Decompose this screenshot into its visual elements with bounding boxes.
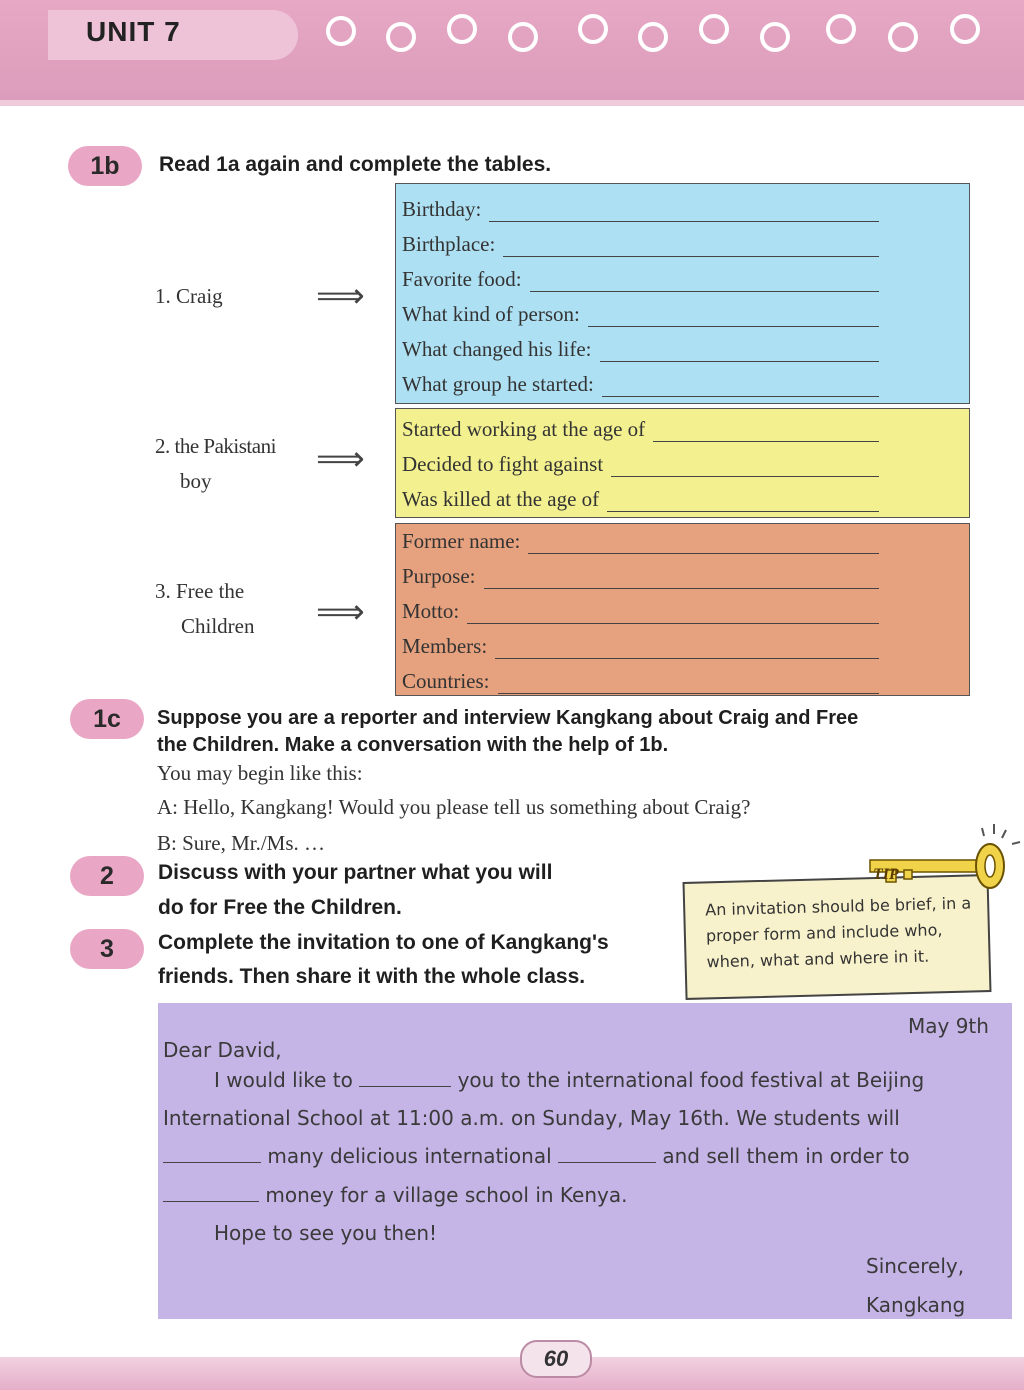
field-group-started: What group he started: bbox=[402, 367, 879, 397]
tip-text: An invitation should be brief, in a proper form and include who, when, what and where in it. bbox=[704, 893, 972, 972]
field-members: Members: bbox=[402, 629, 879, 659]
ring-icon bbox=[447, 14, 477, 44]
ring-icon bbox=[950, 14, 980, 44]
field-birthday: Birthday: bbox=[402, 192, 879, 222]
page-header bbox=[0, 0, 1024, 106]
badge-3: 3 bbox=[70, 929, 144, 969]
answer-blank[interactable] bbox=[602, 378, 879, 397]
instruction-1c-line1: Suppose you are a reporter and interview Kangkang about Craig and Free bbox=[157, 707, 859, 729]
letter-blank-1[interactable] bbox=[359, 1066, 451, 1087]
letter-line-4: money for a village school in Kenya. bbox=[163, 1181, 627, 1209]
letter-signature: Kangkang bbox=[866, 1293, 966, 1317]
ring-icon bbox=[578, 14, 608, 44]
answer-blank[interactable] bbox=[495, 640, 879, 659]
answer-blank[interactable] bbox=[484, 570, 880, 589]
answer-blank[interactable] bbox=[530, 273, 879, 292]
answer-blank[interactable] bbox=[498, 675, 880, 694]
arrow-icon: ⟹ bbox=[316, 278, 365, 315]
answer-blank[interactable] bbox=[467, 605, 879, 624]
field-started-working: Started working at the age of bbox=[402, 412, 879, 442]
letter-line-1: I would like to you to the international food festival at Beijing bbox=[214, 1068, 925, 1092]
answer-blank[interactable] bbox=[653, 423, 879, 442]
field-countries: Countries: bbox=[402, 664, 879, 694]
answer-blank[interactable] bbox=[489, 203, 879, 222]
field-fight-against: Decided to fight against bbox=[402, 447, 879, 477]
page-footer bbox=[0, 1357, 1024, 1390]
letter-blank-2[interactable] bbox=[163, 1142, 261, 1163]
ring-icon bbox=[508, 22, 538, 52]
answer-blank[interactable] bbox=[600, 343, 879, 362]
arrow-icon: ⟹ bbox=[316, 594, 365, 631]
letter-blank-3[interactable] bbox=[558, 1142, 656, 1163]
group-label-pakistani-2: boy bbox=[180, 469, 212, 493]
group-label-ftc: 3. Free the bbox=[155, 579, 245, 603]
instruction-2-line1: Discuss with your partner what you will bbox=[158, 861, 553, 884]
field-birthplace: Birthplace: bbox=[402, 227, 879, 257]
dialogue-line-a: A: Hello, Kangkang! Would you please tell us something about Craig? bbox=[157, 795, 751, 819]
page-number: 60 bbox=[520, 1340, 592, 1378]
field-what-changed: What changed his life: bbox=[402, 332, 879, 362]
instruction-2-line2: do for Free the Children. bbox=[158, 896, 402, 919]
instruction-3-line2: friends. Then share it with the whole class. bbox=[158, 965, 586, 988]
field-motto: Motto: bbox=[402, 594, 879, 624]
letter-line-3: many delicious international and sell them in order to bbox=[163, 1142, 910, 1170]
arrow-icon: ⟹ bbox=[316, 441, 365, 478]
instruction-1c-line2: the Children. Make a conversation with the help of 1b. bbox=[157, 734, 669, 756]
answer-blank[interactable] bbox=[607, 493, 879, 512]
answer-blank[interactable] bbox=[528, 535, 879, 554]
ring-icon bbox=[760, 22, 790, 52]
badge-1c: 1c bbox=[70, 699, 144, 739]
answer-blank[interactable] bbox=[503, 238, 879, 257]
begin-text: You may begin like this: bbox=[157, 761, 363, 785]
field-former-name: Former name: bbox=[402, 524, 879, 554]
letter-greeting: Dear David, bbox=[163, 1038, 282, 1062]
unit-title: UNIT 7 bbox=[86, 16, 181, 47]
ring-icon bbox=[326, 16, 356, 46]
table-pakistani-boy bbox=[395, 408, 970, 518]
field-favorite-food: Favorite food: bbox=[402, 262, 879, 292]
group-label-craig: 1. Craig bbox=[155, 284, 223, 308]
ring-icon bbox=[699, 14, 729, 44]
letter-line-2: International School at 11:00 a.m. on Sunday, May 16th. We students will bbox=[163, 1106, 900, 1130]
badge-2: 2 bbox=[70, 856, 144, 896]
letter-blank-4[interactable] bbox=[163, 1181, 259, 1202]
instruction-3-line1: Complete the invitation to one of Kangkang's bbox=[158, 931, 609, 954]
answer-blank[interactable] bbox=[588, 308, 879, 327]
letter-date: May 9th bbox=[908, 1014, 989, 1038]
group-label-ftc-2: Children bbox=[181, 614, 255, 638]
ring-icon bbox=[826, 14, 856, 44]
ring-icon bbox=[386, 22, 416, 52]
field-purpose: Purpose: bbox=[402, 559, 879, 589]
tip-label: TIP bbox=[873, 866, 899, 883]
group-label-pakistani: 2. the Pakistani bbox=[155, 434, 276, 458]
badge-1b: 1b bbox=[68, 146, 142, 186]
table-free-the-children bbox=[395, 523, 970, 696]
table-craig bbox=[395, 183, 970, 404]
answer-blank[interactable] bbox=[611, 458, 879, 477]
tip-note bbox=[683, 874, 992, 1000]
dialogue-line-b: B: Sure, Mr./Ms. … bbox=[157, 831, 326, 855]
instruction-1b: Read 1a again and complete the tables. bbox=[159, 153, 552, 176]
ring-icon bbox=[638, 22, 668, 52]
ring-icon bbox=[888, 22, 918, 52]
field-kind-of-person: What kind of person: bbox=[402, 297, 879, 327]
letter-hope: Hope to see you then! bbox=[214, 1221, 438, 1245]
letter-closing: Sincerely, bbox=[866, 1254, 965, 1278]
field-killed-age: Was killed at the age of bbox=[402, 482, 879, 512]
